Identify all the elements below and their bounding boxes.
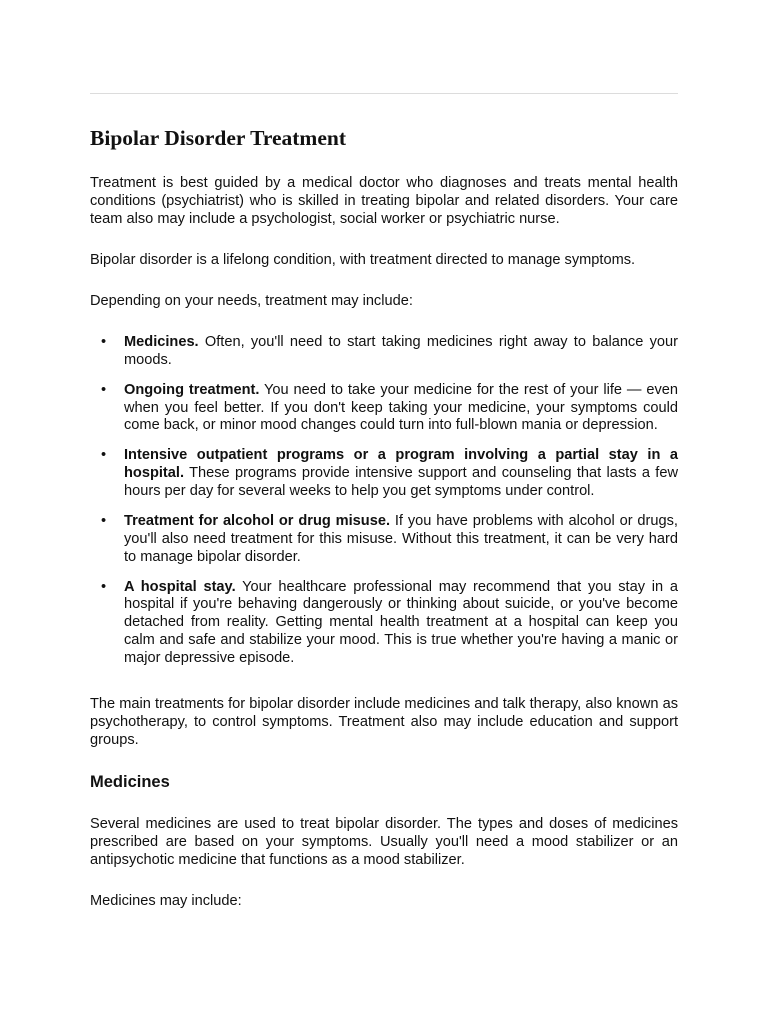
- list-item-term: Medicines.: [124, 334, 199, 350]
- intro-paragraph: Treatment is best guided by a medical doctor who diagnoses and treats mental health conditions (psychiatrist) who is skilled in treating bipolar and related disorders. Your care team also may include a psychologist, social worker or psychiatric nurse.: [90, 175, 678, 227]
- bullet-icon: •: [101, 334, 107, 350]
- bullet-icon: •: [101, 512, 107, 529]
- list-item: [90, 579, 678, 668]
- list-item-term: Intensive outpatient programs or a program involving a partial stay in a hospital.: [124, 447, 678, 482]
- page-title: Bipolar Disorder Treatment: [90, 126, 346, 150]
- list-item-text: If you have problems with alcohol or drugs, you'll also need treatment for this misuse. Without this treatment, it can be very hard to manage bipolar disorder.: [124, 512, 678, 565]
- section-heading-medicines: Medicines: [90, 773, 170, 791]
- bullet-icon: •: [101, 381, 107, 398]
- medicines-paragraph: Several medicines are used to treat bipolar disorder. The types and doses of medicines prescribed are based on your symptoms. Usually you'll need a mood stabilizer or an antipsychotic medicine that functions as a mood stabilizer.: [90, 816, 678, 868]
- lifelong-paragraph: Bipolar disorder is a lifelong condition, with treatment directed to manage symptoms.: [90, 252, 636, 268]
- bullet-icon: •: [101, 447, 107, 464]
- list-item: [90, 334, 678, 370]
- list-item-text: Your healthcare professional may recommend that you stay in a hospital if you're behaving dangerously or thinking about suicide, or you've become detached from reality. Getting mental health treatment at a hospital can keep you calm and safe and stabilize your mood. This is true whether you're having a manic or major depressive episode.: [124, 578, 678, 666]
- list-item: [90, 447, 678, 500]
- top-divider: [90, 93, 678, 94]
- depending-paragraph: Depending on your needs, treatment may include:: [90, 293, 413, 309]
- list-item-term: Ongoing treatment.: [124, 381, 260, 398]
- list-item-text: Often, you'll need to start taking medicines right away to balance your moods.: [124, 334, 678, 368]
- bullet-icon: •: [101, 578, 107, 595]
- main-treatments-paragraph: The main treatments for bipolar disorder include medicines and talk therapy, also known as psychotherapy, to control symptoms. Treatment also may include education and support groups.: [90, 696, 678, 748]
- list-item: [90, 513, 678, 566]
- list-item-text: These programs provide intensive support and counseling that lasts a few hours per day for several weeks to help you get symptoms under control.: [124, 465, 678, 499]
- treatment-list: [90, 334, 678, 680]
- list-item-text: You need to take your medicine for the rest of your life — even when you feel better. If you don't keep taking your medicine, your symptoms could come back, or minor mood changes could turn into full-blown mania or depression.: [124, 381, 678, 434]
- list-item-term: Treatment for alcohol or drug misuse.: [124, 512, 390, 529]
- list-item: [90, 382, 678, 435]
- medicines-may-include-paragraph: Medicines may include:: [90, 893, 242, 909]
- list-item-term: A hospital stay.: [124, 578, 236, 595]
